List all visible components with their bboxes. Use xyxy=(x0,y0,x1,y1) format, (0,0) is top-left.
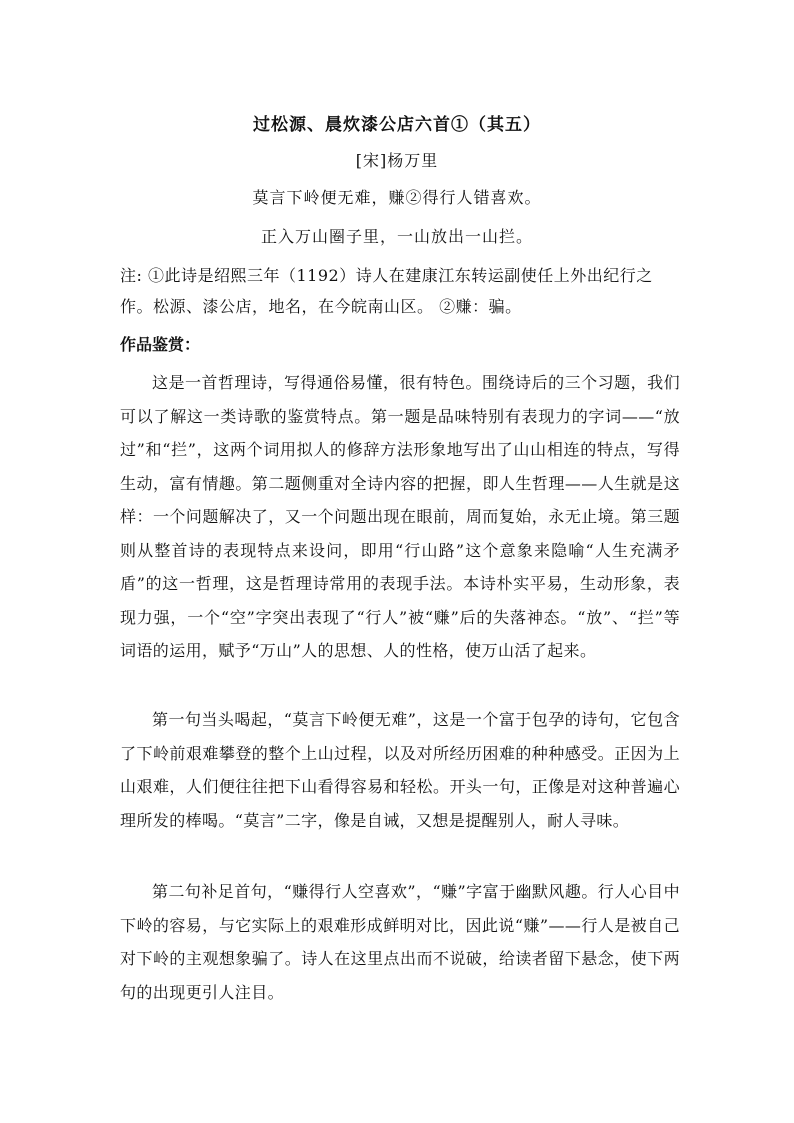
annotation-notes: 注: ①此诗是绍熙三年（1192）诗人在建康江东转运副使任上外出纪行之作。松源、漆公店，地名，在今皖南山区。 ②赚：骗。 xyxy=(120,266,653,316)
appreciation-paragraph: 第一句当头喝起，“莫言下岭便无难”，这是一个富于包孕的诗句，它包含了下岭前艰难攀登的整个上山过程，以及对所经历困难的种种感受。正因为上山艰难，人们便往往把下山看得容易和轻松。开头一句，正像是对这种普遍心理所发的棒喝。“莫言”二字，像是自诫，又想是提醒别人，耐人寻味。 xyxy=(120,710,680,830)
poem-author: [宋]杨万里 xyxy=(355,151,439,170)
poem-title: 过松源、晨炊漆公店六首①（其五） xyxy=(253,115,541,135)
appreciation-paragraph: 第二句补足首句，“赚得行人空喜欢”，“赚”字富于幽默风趣。行人心目中下岭的容易，与它实际上的艰难形成鲜明对比，因此说“赚”——行人是被自己对下岭的主观想象骗了。诗人在这里点出而不说破，给读者留下悬念，使下两句的出现更引人注目。 xyxy=(120,882,680,1002)
poem-verse-line: 莫言下岭便无难，赚②得行人错喜欢。 xyxy=(252,188,542,207)
poem-verse-line: 正入万山圈子里，一山放出一山拦。 xyxy=(260,227,533,246)
section-heading: 作品鉴赏： xyxy=(120,335,201,354)
appreciation-paragraph: 这是一首哲理诗，写得通俗易懂，很有特色。围绕诗后的三个习题，我们可以了解这一类诗歌的鉴赏特点。第一题是品味特别有表现力的字词——“放过”和“拦”，这两个词用拟人的修辞方法形象地写出了山山相连的特点，写得生动，富有情趣。第二题侧重对全诗内容的把握，即人生哲理——人生就是这样：一个问题解决了，又一个问题出现在眼前，周而复始，永无止境。第三题则从整首诗的表现特点来设问，即用“行山路”这个意象来隐喻“人生充满矛盾”的这一哲理，这是哲理诗常用的表现手法。本诗朴实平易，生动形象，表现力强，一个“空”字突出表现了“行人”被“赚”后的失落神态。“放”、“拦”等词语的运用，赋予“万山”人的思想、人的性格，使万山活了起来。 xyxy=(120,373,680,660)
